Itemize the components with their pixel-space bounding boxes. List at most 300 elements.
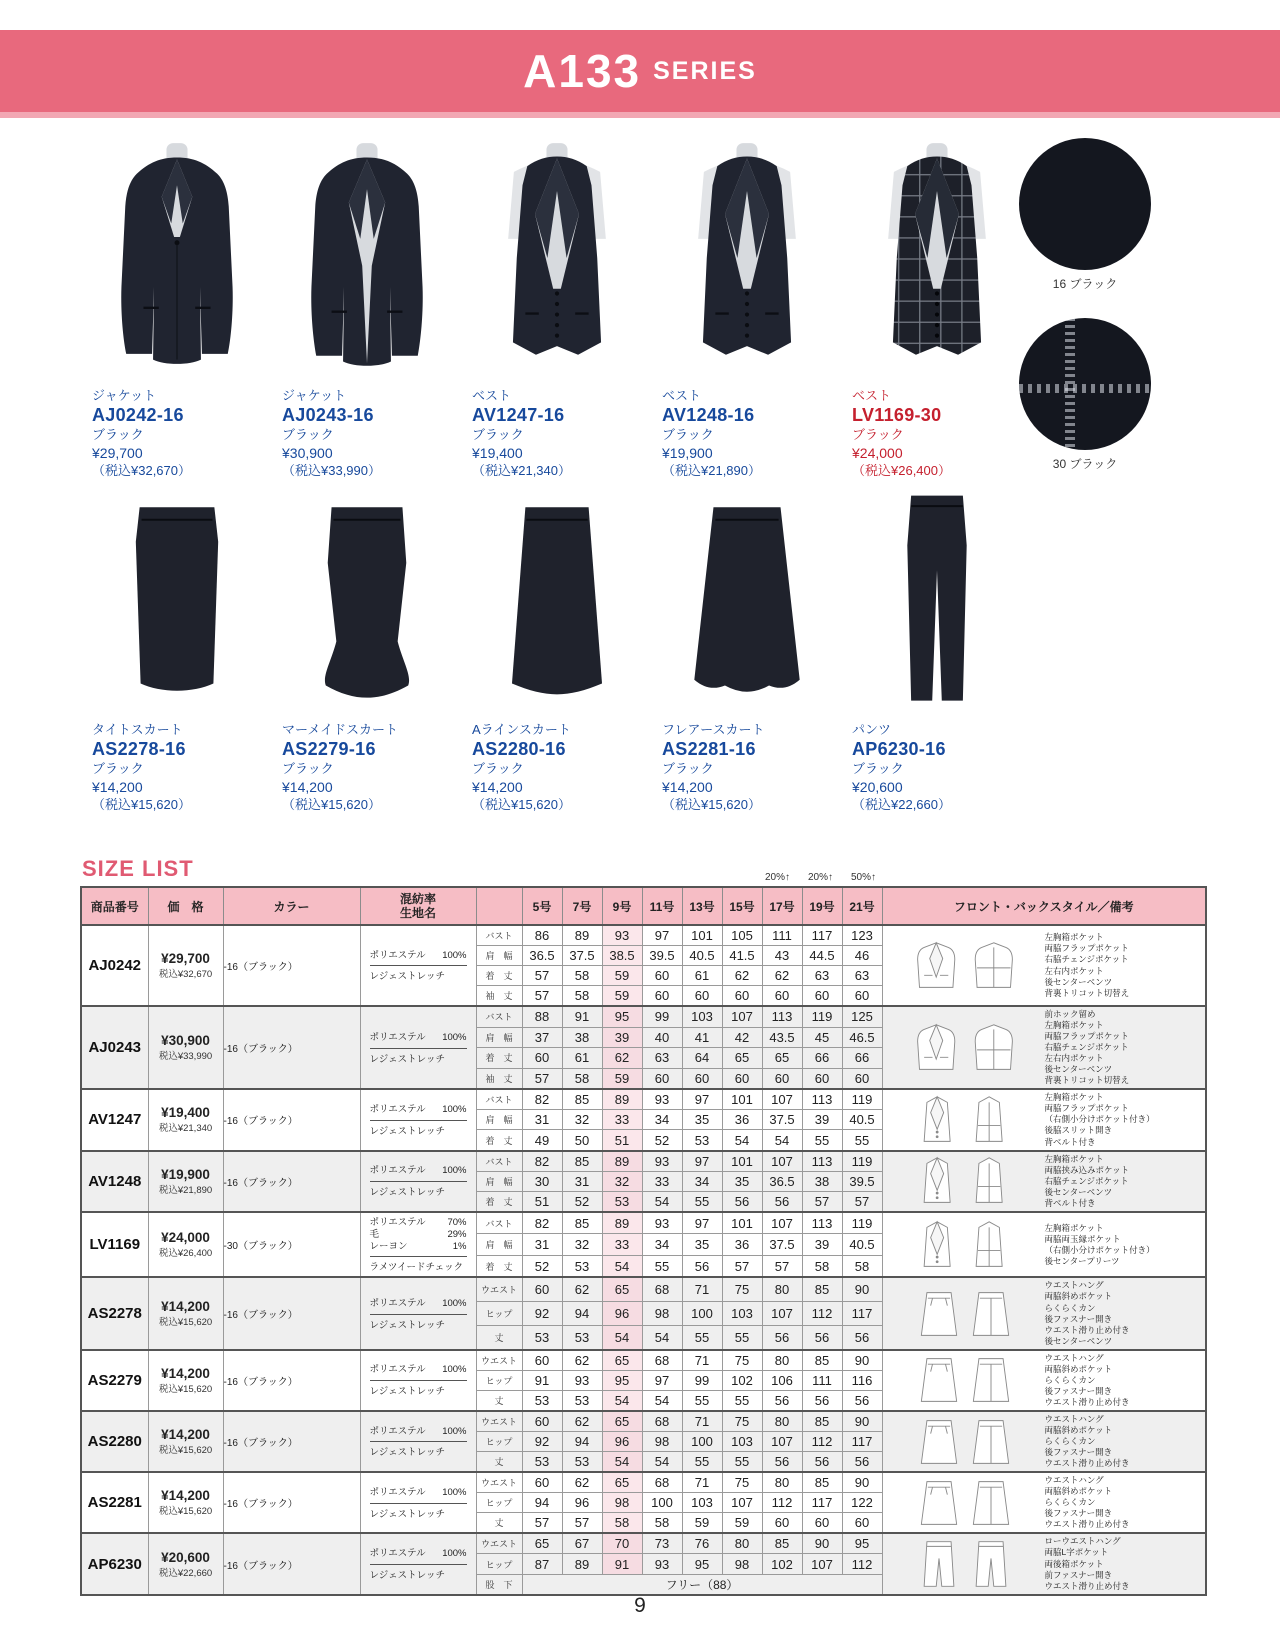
size-value-cell: 54 [642, 1325, 682, 1349]
size-value-cell: 38 [802, 1171, 842, 1191]
size-value-cell: 80 [762, 1350, 802, 1371]
size-value-cell: 96 [562, 1493, 602, 1513]
product-type-label: Aラインスカート [472, 722, 571, 737]
price-cell: ¥14,200 税込¥15,620 [148, 1472, 223, 1533]
size-value-cell: 107 [722, 1493, 762, 1513]
size-value-cell: 60 [762, 986, 802, 1007]
size-value-cell: 89 [602, 1212, 642, 1234]
size-value-cell: 99 [682, 1370, 722, 1390]
size-value-cell: 111 [802, 1370, 842, 1390]
size-table-row [81, 1472, 1206, 1493]
product-price: ¥19,900 [662, 445, 713, 461]
item-number-cell: AS2280 [81, 1411, 148, 1472]
item-number-cell: AS2279 [81, 1350, 148, 1411]
size-value-cell: 119 [842, 1089, 882, 1110]
size-value-cell: 55 [722, 1325, 762, 1349]
feature-notes: ローウエストハング 両脇L字ポケット 両後箱ポケット 前ファスナー開き ウエスト滑り止め付き [1044, 1536, 1130, 1591]
size-value-cell: 56 [762, 1390, 802, 1411]
size-value-cell: 103 [682, 1493, 722, 1513]
product-photo [462, 136, 652, 380]
size-value-cell: 82 [522, 1089, 562, 1110]
size-value-cell: 54 [722, 1130, 762, 1151]
size-value-cell: 46 [842, 946, 882, 966]
size-value-cell: 107 [762, 1151, 802, 1172]
size-value-cell: 59 [602, 966, 642, 986]
product-color-name: ブラック [282, 760, 334, 776]
size-list-section [80, 856, 1208, 1596]
series-subtitle: SERIES [653, 56, 757, 85]
size-value-cell: 75 [722, 1411, 762, 1432]
item-number-cell: AP6230 [81, 1533, 148, 1594]
size-value-cell: 102 [762, 1554, 802, 1574]
size-value-cell: 60 [802, 1068, 842, 1089]
pants-photo-illustration [846, 486, 1028, 714]
header-size: 11号 [642, 887, 682, 925]
color-cell: -16（ブラック） [223, 1006, 360, 1089]
feature-notes: 左胸箱ポケット 両脇両玉縁ポケット （右側小分けポケット付き） 後センタープリーツ [1044, 1222, 1155, 1266]
product-color-name: ブラック [852, 760, 904, 776]
measure-label-cell: 着 丈 [476, 966, 522, 986]
size-value-cell: 117 [802, 925, 842, 946]
size-list-title: SIZE LIST [82, 856, 194, 881]
size-value-cell: 85 [562, 1212, 602, 1234]
size-value-cell: 57 [762, 1255, 802, 1277]
size-value-cell: 55 [682, 1452, 722, 1473]
item-number-cell: LV1169 [81, 1212, 148, 1278]
size-value-cell: 60 [722, 986, 762, 1007]
series-title: A133 [523, 45, 642, 97]
header-fabric: 混紡率 生地名 [360, 887, 476, 925]
vest-front-back-drawing [910, 1219, 1020, 1271]
size-value-cell: 39 [802, 1110, 842, 1130]
size-value-cell: 60 [522, 1048, 562, 1069]
size-value-cell: 88 [522, 1006, 562, 1027]
size-table-row [81, 1411, 1206, 1432]
size-value-cell: 98 [722, 1554, 762, 1574]
size-value-cell: 55 [682, 1191, 722, 1212]
feature-notes: 左胸箱ポケット 両脇フラップポケット 右脇チェンジポケット 左右内ポケット 後センターベンツ 背裏トリコット切替え [1044, 932, 1130, 998]
size-value-cell: 57 [562, 1513, 602, 1534]
measure-label-cell: 肩 幅 [476, 1027, 522, 1048]
size-value-cell: 31 [522, 1110, 562, 1130]
size-value-cell: 125 [842, 1006, 882, 1027]
size-value-cell: 62 [602, 1048, 642, 1069]
page-number: 9 [634, 1594, 646, 1617]
size-value-cell: 60 [842, 1513, 882, 1534]
stretch-label: 20%↑ [807, 872, 833, 883]
garment-drawing [889, 1022, 1041, 1074]
product-photo [82, 136, 272, 380]
size-value-cell: 71 [682, 1350, 722, 1371]
size-value-cell: 82 [522, 1151, 562, 1172]
measure-label-cell: ヒップ [476, 1302, 522, 1326]
fabric-cell: ポリエステル 100% レジェストレッチ [360, 1472, 476, 1533]
size-value-cell: 92 [522, 1302, 562, 1326]
size-value-cell: 101 [682, 925, 722, 946]
size-value-cell: 36 [722, 1110, 762, 1130]
size-value-cell: 62 [562, 1411, 602, 1432]
size-value-cell: 68 [642, 1411, 682, 1432]
size-value-cell: 56 [762, 1191, 802, 1212]
size-value-cell: 103 [722, 1432, 762, 1452]
size-value-cell: 49 [522, 1130, 562, 1151]
style-notes-cell [882, 1151, 1206, 1212]
size-value-cell: 55 [682, 1390, 722, 1411]
product-type-label: フレアースカート [662, 722, 765, 737]
size-value-cell: 58 [562, 1068, 602, 1089]
product-price: ¥24,000 [852, 445, 903, 461]
product-code: AV1248-16 [662, 405, 755, 426]
size-value-cell: 116 [842, 1370, 882, 1390]
price-cell: ¥20,600 税込¥22,660 [148, 1533, 223, 1594]
size-value-cell: 73 [642, 1533, 682, 1554]
size-value-cell: 75 [722, 1350, 762, 1371]
size-value-cell: 53 [602, 1191, 642, 1212]
size-value-cell: 71 [682, 1411, 722, 1432]
product-photo [842, 136, 1032, 380]
size-value-cell: 55 [642, 1255, 682, 1277]
garment-drawing [889, 1538, 1041, 1590]
measure-label-cell: 着 丈 [476, 1048, 522, 1069]
size-value-cell: 52 [562, 1191, 602, 1212]
measure-label-cell: ヒップ [476, 1493, 522, 1513]
size-value-cell: 54 [762, 1130, 802, 1151]
product-tax-price: （税込¥21,890） [662, 462, 761, 478]
size-value-cell: 53 [522, 1325, 562, 1349]
product-photo [462, 490, 652, 714]
size-value-cell: 107 [722, 1006, 762, 1027]
style-notes-cell [882, 925, 1206, 1006]
product-card [652, 490, 842, 813]
header-size: 9号 [602, 887, 642, 925]
size-value-cell: 62 [562, 1350, 602, 1371]
product-color-name: ブラック [282, 426, 334, 442]
size-value-cell: 40.5 [842, 1234, 882, 1256]
garment-drawing [889, 1094, 1041, 1146]
size-value-cell: 61 [682, 966, 722, 986]
product-code: AS2280-16 [472, 739, 566, 760]
size-value-cell: 53 [522, 1390, 562, 1411]
size-value-cell: 123 [842, 925, 882, 946]
header-size: 5号 [522, 887, 562, 925]
size-value-cell: 90 [842, 1411, 882, 1432]
fabric-swatch [1010, 138, 1160, 292]
size-value-cell: 60 [642, 966, 682, 986]
size-value-cell: 94 [522, 1493, 562, 1513]
size-value-cell: 43.5 [762, 1027, 802, 1048]
measure-label-cell: ウエスト [476, 1411, 522, 1432]
size-value-cell: 87 [522, 1554, 562, 1574]
size-value-cell: 63 [802, 966, 842, 986]
measure-label-cell: 股 下 [476, 1574, 522, 1595]
fabric-cell: ポリエステル 100% レジェストレッチ [360, 1089, 476, 1150]
size-value-cell: 51 [522, 1191, 562, 1212]
size-value-cell: 56 [682, 1255, 722, 1277]
size-value-cell: 33 [642, 1171, 682, 1191]
size-table-row [81, 1212, 1206, 1234]
measure-label-cell: 肩 幅 [476, 1110, 522, 1130]
size-value-cell: 70 [602, 1533, 642, 1554]
size-value-cell: 40.5 [842, 1110, 882, 1130]
price-cell: ¥14,200 税込¥15,620 [148, 1277, 223, 1349]
size-value-cell: 62 [762, 966, 802, 986]
size-value-cell: 55 [842, 1130, 882, 1151]
stretch-ratio-labels [756, 872, 886, 883]
size-value-cell: 68 [642, 1472, 682, 1493]
size-value-cell: 97 [682, 1089, 722, 1110]
product-color-name: ブラック [852, 426, 904, 442]
size-value-cell: 61 [562, 1048, 602, 1069]
measure-label-cell: 袖 丈 [476, 986, 522, 1007]
size-value-cell: 65 [722, 1048, 762, 1069]
item-number-cell: AJ0242 [81, 925, 148, 1006]
product-type-label: ベスト [662, 388, 702, 403]
fabric-swatch [1010, 318, 1160, 472]
size-value-cell: 31 [562, 1171, 602, 1191]
size-value-cell: 37 [522, 1027, 562, 1048]
size-value-cell: 113 [762, 1006, 802, 1027]
size-value-cell: 60 [522, 1277, 562, 1301]
measure-label-cell: バスト [476, 1151, 522, 1172]
size-value-cell: 112 [842, 1554, 882, 1574]
style-notes-cell [882, 1212, 1206, 1278]
size-value-cell: 117 [842, 1432, 882, 1452]
fabric-swatch-image-30 [1019, 318, 1151, 450]
size-value-cell: 35 [722, 1171, 762, 1191]
size-value-cell: 60 [762, 1513, 802, 1534]
size-value-cell: 93 [642, 1089, 682, 1110]
size-value-cell: 35 [682, 1110, 722, 1130]
item-number-cell: AV1248 [81, 1151, 148, 1212]
color-cell: -16（ブラック） [223, 1089, 360, 1150]
size-value-cell: 113 [802, 1089, 842, 1110]
pants-front-back-drawing [910, 1538, 1020, 1590]
product-price: ¥19,400 [472, 445, 523, 461]
size-table-row [81, 1089, 1206, 1110]
size-value-cell: 62 [722, 966, 762, 986]
size-value-cell: 119 [842, 1212, 882, 1234]
product-price: ¥14,200 [662, 779, 713, 795]
size-table-row [81, 1350, 1206, 1371]
product-color-name: ブラック [472, 760, 524, 776]
color-cell: -16（ブラック） [223, 1472, 360, 1533]
jacket-photo-illustration [276, 138, 458, 380]
size-value-cell: 107 [762, 1432, 802, 1452]
size-value-cell: 58 [642, 1513, 682, 1534]
size-value-cell: 53 [562, 1255, 602, 1277]
size-value-cell: 97 [642, 925, 682, 946]
feature-notes: ウエストハング 両脇斜めポケット らくらくカン 後ファスナー開き ウエスト滑り止め付き 後センターベンツ [1044, 1280, 1130, 1346]
size-value-cell: 60 [522, 1411, 562, 1432]
product-card [462, 136, 652, 479]
price-cell: ¥14,200 税込¥15,620 [148, 1350, 223, 1411]
size-value-cell: 122 [842, 1493, 882, 1513]
size-value-cell: 58 [842, 1255, 882, 1277]
size-value-cell: 97 [682, 1151, 722, 1172]
product-tax-price: （税込¥32,670） [92, 462, 191, 478]
size-value-cell: 90 [842, 1350, 882, 1371]
size-value-cell: 39 [802, 1234, 842, 1256]
size-value-cell: 98 [602, 1493, 642, 1513]
size-value-cell: 62 [562, 1277, 602, 1301]
skirt-front-back-drawing [910, 1477, 1020, 1529]
skirt-front-back-drawing [910, 1288, 1020, 1340]
product-type-label: ベスト [852, 388, 892, 403]
measure-label-cell: 着 丈 [476, 1255, 522, 1277]
size-value-cell: 39.5 [842, 1171, 882, 1191]
header-price: 価 格 [148, 887, 223, 925]
product-card [842, 136, 1032, 479]
size-value-cell: 58 [562, 986, 602, 1007]
color-cell: -16（ブラック） [223, 1533, 360, 1594]
product-code: AS2281-16 [662, 739, 756, 760]
size-value-cell: 56 [802, 1452, 842, 1473]
color-cell: -16（ブラック） [223, 1350, 360, 1411]
a-line-skirt-photo-illustration [466, 496, 648, 714]
size-value-cell: 65 [602, 1350, 642, 1371]
size-value-cell: 54 [602, 1390, 642, 1411]
product-price: ¥29,700 [92, 445, 143, 461]
size-value-cell: 54 [602, 1255, 642, 1277]
size-value-cell: 95 [602, 1370, 642, 1390]
size-value-cell: 56 [762, 1452, 802, 1473]
product-type-label: ジャケット [92, 388, 157, 403]
measure-label-cell: 着 丈 [476, 1130, 522, 1151]
size-value-cell: 39 [602, 1027, 642, 1048]
size-value-cell: 57 [842, 1191, 882, 1212]
measure-label-cell: 丈 [476, 1513, 522, 1534]
product-code: AP6230-16 [852, 739, 946, 760]
size-value-cell: 89 [562, 1554, 602, 1574]
size-value-cell: 52 [522, 1255, 562, 1277]
table-header-row [81, 887, 1206, 925]
price-cell: ¥14,200 税込¥15,620 [148, 1411, 223, 1472]
size-value-cell: 75 [722, 1472, 762, 1493]
size-value-cell: 100 [642, 1493, 682, 1513]
style-notes-cell [882, 1089, 1206, 1150]
size-value-cell: 43 [762, 946, 802, 966]
product-code: AJ0242-16 [92, 405, 184, 426]
size-value-cell: 60 [722, 1068, 762, 1089]
price-cell: ¥30,900 税込¥33,990 [148, 1006, 223, 1089]
product-photo [652, 490, 842, 714]
size-value-cell: 91 [562, 1006, 602, 1027]
color-cell: -16（ブラック） [223, 1277, 360, 1349]
size-value-cell: 36.5 [522, 946, 562, 966]
measure-label-cell: 丈 [476, 1390, 522, 1411]
product-tax-price: （税込¥22,660） [852, 796, 951, 812]
size-value-cell: 119 [842, 1151, 882, 1172]
style-notes-cell [882, 1277, 1206, 1349]
color-cell: -16（ブラック） [223, 1151, 360, 1212]
size-value-cell: 57 [522, 1068, 562, 1089]
size-value-cell: 93 [642, 1212, 682, 1234]
measure-label-cell: 肩 幅 [476, 946, 522, 966]
header-size: 7号 [562, 887, 602, 925]
size-value-cell: 60 [522, 1472, 562, 1493]
size-value-cell: 60 [682, 986, 722, 1007]
product-code: AS2279-16 [282, 739, 376, 760]
size-value-cell: 85 [762, 1533, 802, 1554]
size-value-cell: 100 [682, 1302, 722, 1326]
size-value-cell: 30 [522, 1171, 562, 1191]
size-value-cell: 90 [842, 1277, 882, 1301]
size-value-cell: 57 [802, 1191, 842, 1212]
product-tax-price: （税込¥21,340） [472, 462, 571, 478]
measure-label-cell: ヒップ [476, 1554, 522, 1574]
size-value-cell: 60 [522, 1350, 562, 1371]
measure-label-cell: 肩 幅 [476, 1234, 522, 1256]
size-value-cell: 85 [802, 1277, 842, 1301]
size-value-cell: 68 [642, 1350, 682, 1371]
size-list-table [80, 886, 1207, 1596]
size-value-cell: 53 [522, 1452, 562, 1473]
fabric-cell: ポリエステル 100% レジェストレッチ [360, 1533, 476, 1594]
size-value-cell: 34 [682, 1171, 722, 1191]
size-value-cell: 112 [802, 1432, 842, 1452]
series-banner [0, 30, 1280, 118]
skirt-front-back-drawing [910, 1416, 1020, 1468]
product-code: AS2278-16 [92, 739, 186, 760]
style-notes-cell [882, 1472, 1206, 1533]
vest-front-back-drawing [910, 1094, 1020, 1146]
size-value-cell: 107 [802, 1554, 842, 1574]
measure-label-cell: 着 丈 [476, 1191, 522, 1212]
size-value-cell: 60 [682, 1068, 722, 1089]
product-photo [652, 136, 842, 380]
size-value-cell: 55 [802, 1130, 842, 1151]
garment-drawing [889, 1219, 1041, 1271]
size-value-cell: 85 [562, 1151, 602, 1172]
measure-label-cell: 肩 幅 [476, 1171, 522, 1191]
size-value-cell: 54 [602, 1325, 642, 1349]
size-value-cell: 55 [722, 1390, 762, 1411]
measure-label-cell: 丈 [476, 1325, 522, 1349]
header-color: カラー [223, 887, 360, 925]
measure-label-cell: バスト [476, 925, 522, 946]
size-value-cell: 54 [642, 1390, 682, 1411]
garment-drawing [889, 1288, 1041, 1340]
product-tax-price: （税込¥15,620） [92, 796, 191, 812]
size-value-cell: 63 [842, 966, 882, 986]
fabric-swatch-image-16 [1019, 138, 1151, 270]
size-value-cell: 56 [802, 1325, 842, 1349]
jacket-photo-illustration [86, 138, 268, 380]
size-value-cell: 32 [562, 1234, 602, 1256]
product-code: AJ0243-16 [282, 405, 374, 426]
checked-vest-photo-illustration [846, 138, 1028, 380]
products-row-jackets-vests [82, 136, 1032, 479]
measure-label-cell: バスト [476, 1089, 522, 1110]
size-value-cell: 60 [762, 1068, 802, 1089]
product-tax-price: （税込¥26,400） [852, 462, 951, 478]
size-value-cell: 65 [602, 1277, 642, 1301]
item-number-cell: AS2278 [81, 1277, 148, 1349]
size-value-cell: 59 [602, 1068, 642, 1089]
product-color-name: ブラック [662, 426, 714, 442]
size-value-cell: 111 [762, 925, 802, 946]
product-card [462, 490, 652, 813]
tight-skirt-photo-illustration [86, 496, 268, 714]
product-tax-price: （税込¥15,620） [662, 796, 761, 812]
size-value-cell: 57 [522, 1513, 562, 1534]
fabric-swatch-label: 16 ブラック [1052, 277, 1118, 291]
measure-label-cell: ヒップ [476, 1432, 522, 1452]
product-color-name: ブラック [472, 426, 524, 442]
size-value-cell: 59 [722, 1513, 762, 1534]
size-value-cell: 57 [522, 986, 562, 1007]
product-code: AV1247-16 [472, 405, 565, 426]
